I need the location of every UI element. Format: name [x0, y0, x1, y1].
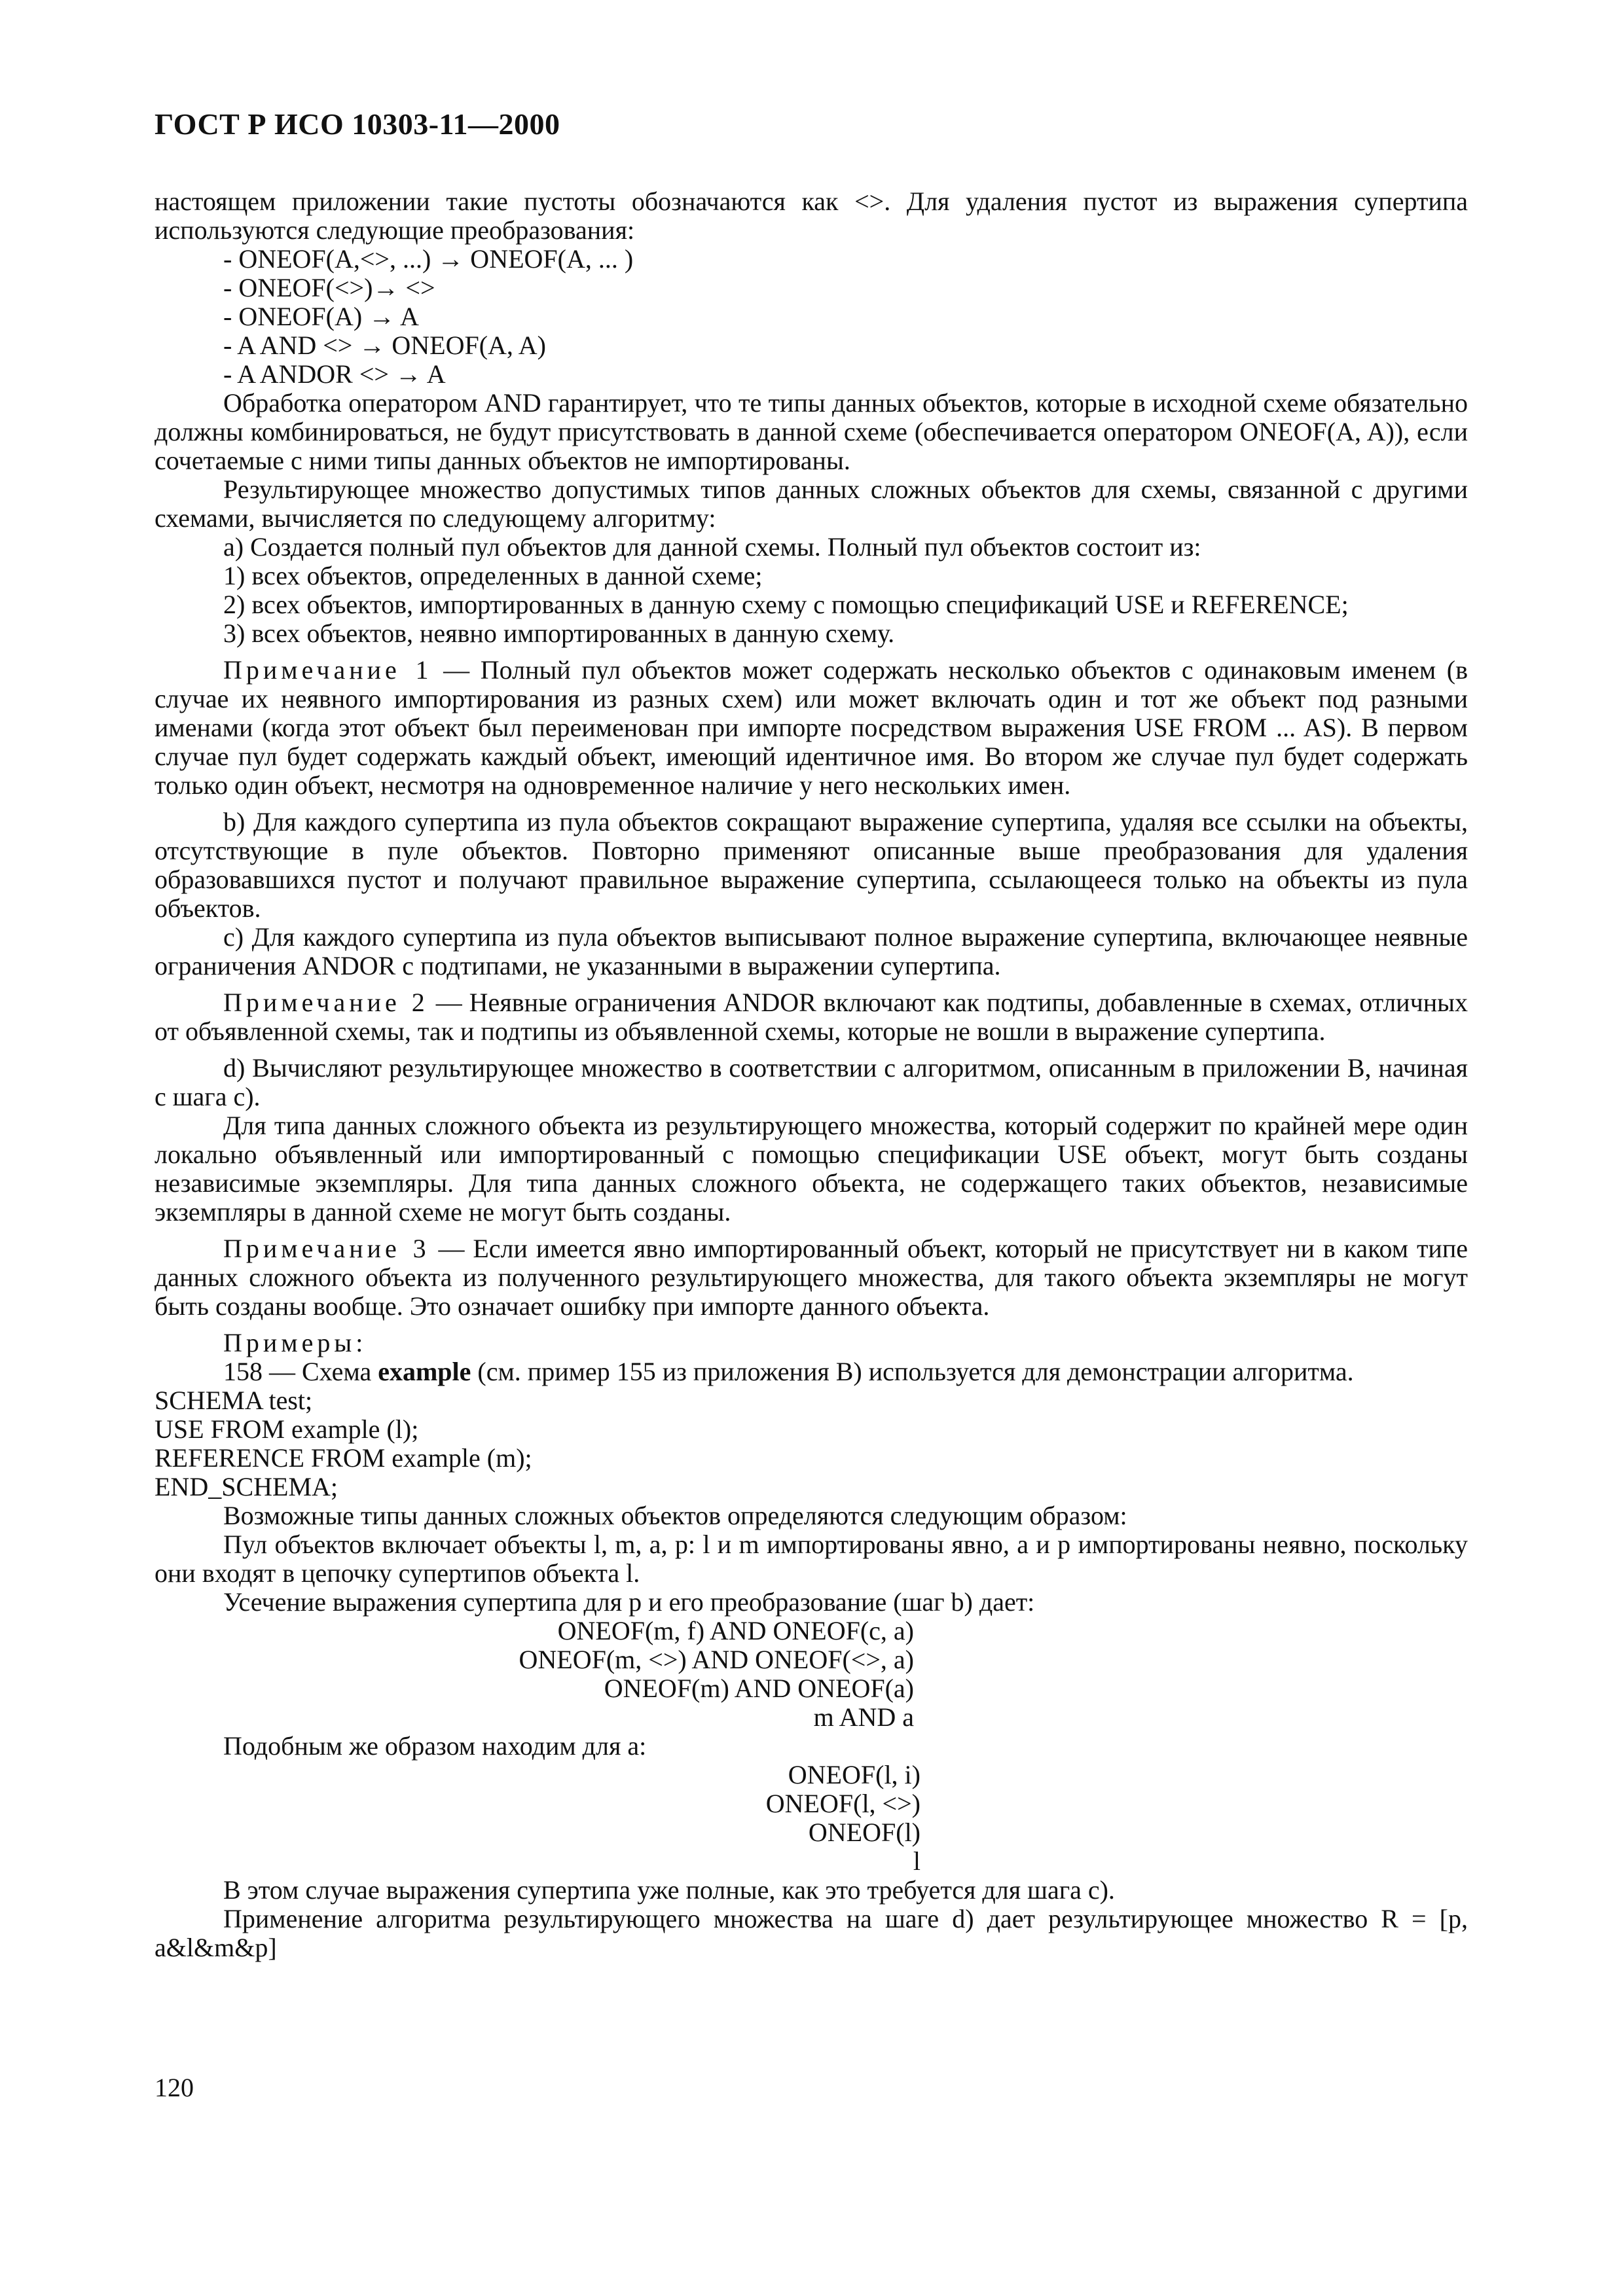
note-2-label: Примечание 2	[223, 988, 429, 1017]
transform-3: - ONEOF(A) → A	[223, 302, 419, 331]
note-1-label: Примечание 1	[223, 655, 433, 685]
eq-p-3: ONEOF(m) AND ONEOF(a)	[604, 1674, 914, 1703]
eq-p-1: ONEOF(m, f) AND ONEOF(c, a)	[557, 1616, 914, 1645]
complex-paragraph: Для типа данных сложного объекта из результирующего множества, который содержит по крайней мере один локально объявленный или импортированный с помощью спецификации USE объект, могут быть созданы независимые экземпляры. Для типа данных сложного объекта, не содержащего таких объектов, независимые экземпляры в данной схеме не могут быть созданы.	[155, 1111, 1468, 1227]
possible-types: Возможные типы данных сложных объектов определяются следующим образом:	[223, 1501, 1127, 1530]
step-c: c) Для каждого супертипа из пула объектов выписывают полное выражение супертипа, включающее неявные ограничения ANDOR с подтипами, не указанными в выражении супертипа.	[155, 922, 1468, 980]
eq-a-2: ONEOF(l, <>)	[765, 1789, 921, 1818]
page-header: ГОСТ Р ИСО 10303-11—2000	[155, 107, 560, 141]
note-2-text: — Неявные ограничения ANDOR включают как подтипы, добавленные в схемах, отличных от объявленной схемы, так и подтипы из объявленной схемы, которые не вошли в выражение супертипа.	[155, 988, 1468, 1046]
truncation-sentence: Усечение выражения супертипа для p и его преобразование (шаг b) дает:	[223, 1587, 1035, 1617]
transform-1: - ONEOF(A,<>, ...) → ONEOF(A, ... )	[223, 244, 634, 274]
step-b: b) Для каждого супертипа из пула объектов сокращают выражение супертипа, удаляя все ссылки на объекты, отсутствующие в пуле объектов. Повторно применяют описанные выше преобразования для удаления образовавшихся пустот и получают правильное выражение супертипа, ссылающееся только на объекты из пула объектов.	[155, 807, 1468, 923]
note-3-text: — Если имеется явно импортированный объект, который не присутствует ни в каком типе данных сложного объекта из полученного результирующего множества, для такого объекта экземпляры не могут быть созданы вообще. Это означает ошибку при импорте данного объекта.	[155, 1234, 1468, 1321]
pool-item-2: 2) всех объектов, импортированных в данную схему с помощью спецификаций USE и REFERENCE;	[223, 590, 1349, 619]
transform-2: - ONEOF(<>)→ <>	[223, 273, 435, 302]
step-d: d) Вычисляют результирующее множество в соответствии с алгоритмом, описанным в приложении B, начиная с шага c).	[155, 1053, 1468, 1111]
similar-sentence: Подобным же образом находим для a:	[223, 1731, 647, 1761]
complete-sentence: В этом случае выражения супертипа уже полные, как это требуется для шага c).	[223, 1875, 1115, 1905]
transform-5: - A ANDOR <> → A	[223, 359, 446, 389]
code-line-1: SCHEMA test;	[155, 1386, 313, 1415]
equation-block-a	[155, 1761, 921, 1876]
pool-sentence: Пул объектов включает объекты l, m, a, p: l и m импортированы явно, a и p импортированы неявно, поскольку они входят в цепочку супертипов объекта l.	[155, 1530, 1468, 1588]
eq-a-3: ONEOF(l)	[808, 1818, 921, 1847]
note-3	[155, 1234, 1468, 1321]
note-3-label: Примечание 3	[223, 1234, 430, 1263]
apply-sentence: Применение алгоритма результирующего множества на шаге d) дает результирующее множество R = [p, a&l&m&p]	[155, 1904, 1468, 1962]
note-1-text: — Полный пул объектов может содержать несколько объектов с одинаковым именем (в случае их неявного импортирования из разных схем) или может включать один и тот же объект под разными именами (когда этот объект был переименован при импорте посредством выражения USE FROM ... AS). В первом случае пул будет содержать каждый объект, имеющий идентичное имя. Во втором же случае пул будет содержать только один объект, несмотря на одновременное наличие у него нескольких имен.	[155, 655, 1468, 800]
note-1	[155, 656, 1468, 800]
pool-item-1: 1) всех объектов, определенных в данной схеме;	[223, 561, 763, 590]
example-158: 158 — Схема example (см. пример 155 из приложения B) используется для демонстрации алгоритма.	[223, 1357, 1354, 1386]
equation-block-p	[155, 1617, 914, 1732]
eq-a-1: ONEOF(l, i)	[788, 1760, 921, 1789]
page-number: 120	[155, 2073, 194, 2102]
intro-paragraph: настоящем приложении такие пустоты обозначаются как <>. Для удаления пустот из выражения супертипа используются следующие преобразования:	[155, 187, 1468, 245]
note-2	[155, 988, 1468, 1046]
eq-p-2: ONEOF(m, <>) AND ONEOF(<>, a)	[519, 1645, 914, 1674]
and-paragraph: Обработка оператором AND гарантирует, что те типы данных объектов, которые в исходной схеме обязательно должны комбинироваться, не будут присутствовать в данной схеме (обеспечивается оператором ONEOF(A, A)), если сочетаемые с ними типы данных объектов не импортированы.	[155, 388, 1468, 475]
code-line-3: REFERENCE FROM example (m);	[155, 1443, 532, 1473]
pool-item-3: 3) всех объектов, неявно импортированных в данную схему.	[223, 619, 895, 648]
eq-a-4: l	[913, 1846, 921, 1876]
examples-label: Примеры:	[223, 1328, 367, 1357]
step-a: a) Создается полный пул объектов для данной схемы. Полный пул объектов состоит из:	[223, 532, 1201, 562]
code-line-4: END_SCHEMA;	[155, 1472, 338, 1501]
code-line-2: USE FROM example (l);	[155, 1414, 419, 1444]
example-schema-name: example	[378, 1357, 471, 1386]
eq-p-4: m AND a	[813, 1702, 914, 1732]
page-body	[155, 187, 1468, 1962]
result-paragraph: Результирующее множество допустимых типов данных сложных объектов для схемы, связанной с другими схемами, вычисляется по следующему алгоритму:	[155, 475, 1468, 533]
transform-4: - A AND <> → ONEOF(A, A)	[223, 331, 546, 360]
